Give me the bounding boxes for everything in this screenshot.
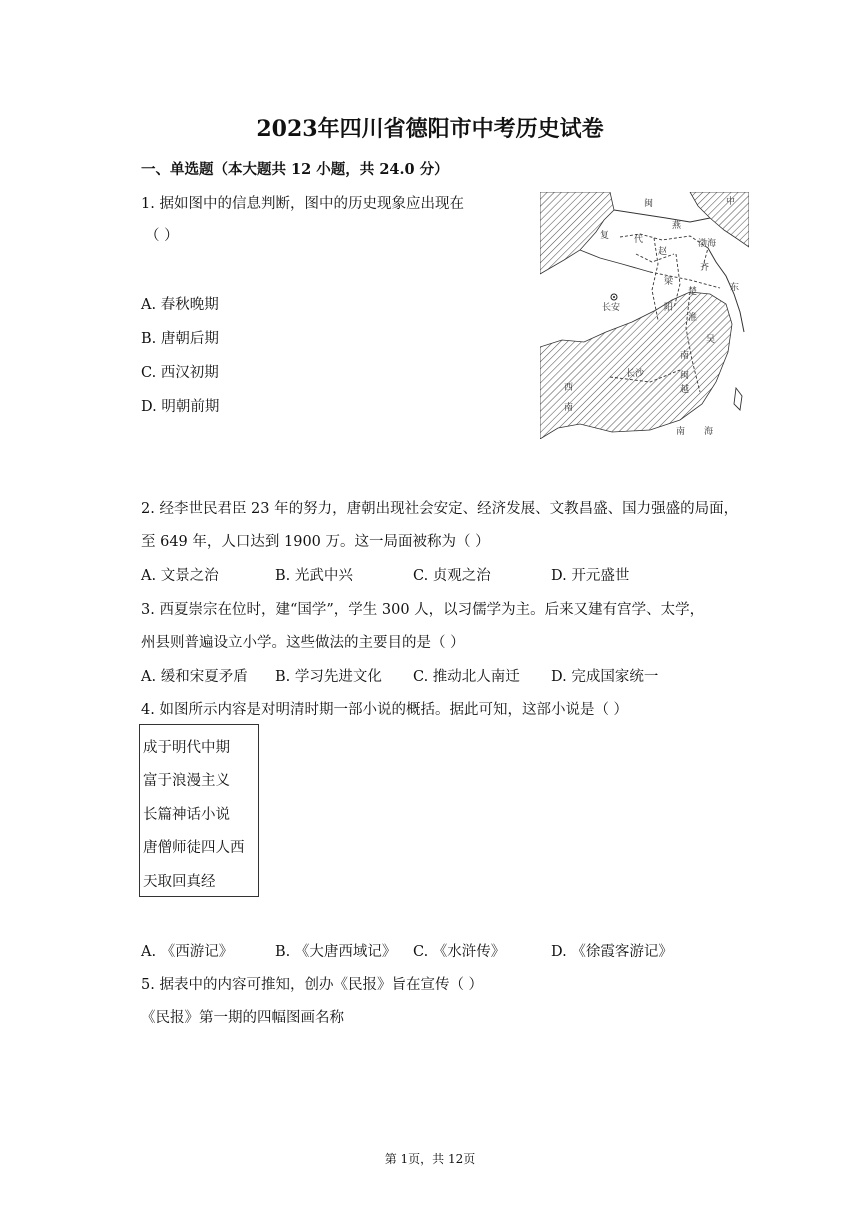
map-label-20: 越 xyxy=(680,385,690,395)
map-label-10: 梁 xyxy=(664,277,674,287)
q1-option-b: B. 唐朝后期 xyxy=(141,331,219,347)
q2-option-c: C. 贞观之治 xyxy=(413,568,491,584)
map-label-9: 长安 xyxy=(602,303,621,313)
q2-option-a: A. 文景之治 xyxy=(141,568,219,584)
historical-map xyxy=(540,192,749,439)
map-label-11: 楚 xyxy=(688,287,698,297)
q3-option-c: C. 推动北人南迁 xyxy=(413,669,520,685)
q3-stem-line2: 州县则普遍设立小学。这些做法的主要目的是（ ） xyxy=(141,635,465,651)
map-label-22: 南 xyxy=(676,427,686,437)
q3-option-b: B. 学习先进文化 xyxy=(275,669,382,685)
q4-stem: 4. 如图所示内容是对明清时期一部小说的概括。据此可知，这部小说是（ ） xyxy=(141,702,629,718)
q3-stem-line1: 3. 西夏崇宗在位时，建“国学”，学生 300 人，以习儒学为主。后来又建有宫学、太学， xyxy=(141,602,705,618)
q4-option-b: B. 《大唐西域记》 xyxy=(275,944,397,960)
map-label-17: 西 xyxy=(564,383,574,393)
q1-option-d: D. 明朝前期 xyxy=(141,399,220,415)
q4-box-line-5: 天取回真经 xyxy=(143,874,216,890)
map-label-18: 长沙 xyxy=(626,369,645,379)
q3-option-a: A. 缓和宋夏矛盾 xyxy=(141,669,248,685)
q4-box-line-4: 唐僧师徒四人西 xyxy=(143,840,245,856)
q4-box-line-1: 成于明代中期 xyxy=(143,740,230,756)
q4-option-d: D. 《徐霞客游记》 xyxy=(551,944,673,960)
page-title: 2023年四川省德阳市中考历史试卷 xyxy=(256,116,604,142)
q4-summary-box xyxy=(139,724,259,897)
q5-table-caption: 《民报》第一期的四幅图画名称 xyxy=(141,1010,344,1026)
map-label-13: 阳 xyxy=(664,303,674,313)
map-label-4: 代 xyxy=(634,235,644,245)
map-label-23: 海 xyxy=(704,427,714,437)
q2-stem-line2: 至 649 年，人口达到 1900 万。这一局面被称为（ ） xyxy=(141,534,490,550)
map-label-19: 闽 xyxy=(680,371,690,381)
map-label-14: 淮 xyxy=(688,313,698,323)
map-label-21: 南 xyxy=(564,403,574,413)
q2-option-d: D. 开元盛世 xyxy=(551,568,630,584)
map-label-2: 中 xyxy=(726,197,736,207)
q1-stem-line2: （ ） xyxy=(145,228,179,244)
map-label-3: 复 xyxy=(600,231,610,241)
map-label-12: 东 xyxy=(730,283,740,293)
q1-option-a: A. 春秋晚期 xyxy=(141,297,219,313)
q4-option-a: A. 《西游记》 xyxy=(141,944,234,960)
q1-stem-line1: 1. 据如图中的信息判断，图中的历史现象应出现在 xyxy=(141,196,464,212)
map-label-1: 闽 xyxy=(644,199,654,209)
q5-stem: 5. 据表中的内容可推知，创办《民报》旨在宣传（ ） xyxy=(141,977,484,993)
map-label-6: 渤海 xyxy=(698,239,717,249)
map-label-16: 南 xyxy=(680,351,690,361)
map-label-8: 齐 xyxy=(700,263,710,273)
section-heading: 一、单选题（本大题共 12 小题，共 24.0 分） xyxy=(141,161,449,178)
map-label-7: 赵 xyxy=(658,247,668,257)
q4-option-c: C. 《水浒传》 xyxy=(413,944,506,960)
page-footer: 第 1页，共 12页 xyxy=(384,1152,476,1166)
map-label-15: 吴 xyxy=(706,335,716,345)
q3-option-d: D. 完成国家统一 xyxy=(551,669,659,685)
q2-option-b: B. 光武中兴 xyxy=(275,568,353,584)
q1-option-c: C. 西汉初期 xyxy=(141,365,219,381)
q2-stem-line1: 2. 经李世民君臣 23 年的努力，唐朝出现社会安定、经济发展、文教昌盛、国力强盛的局面， xyxy=(141,501,739,517)
map-label-5: 燕 xyxy=(672,221,682,231)
q4-box-line-2: 富于浪漫主义 xyxy=(143,773,230,789)
q4-box-line-3: 长篇神话小说 xyxy=(143,807,230,823)
